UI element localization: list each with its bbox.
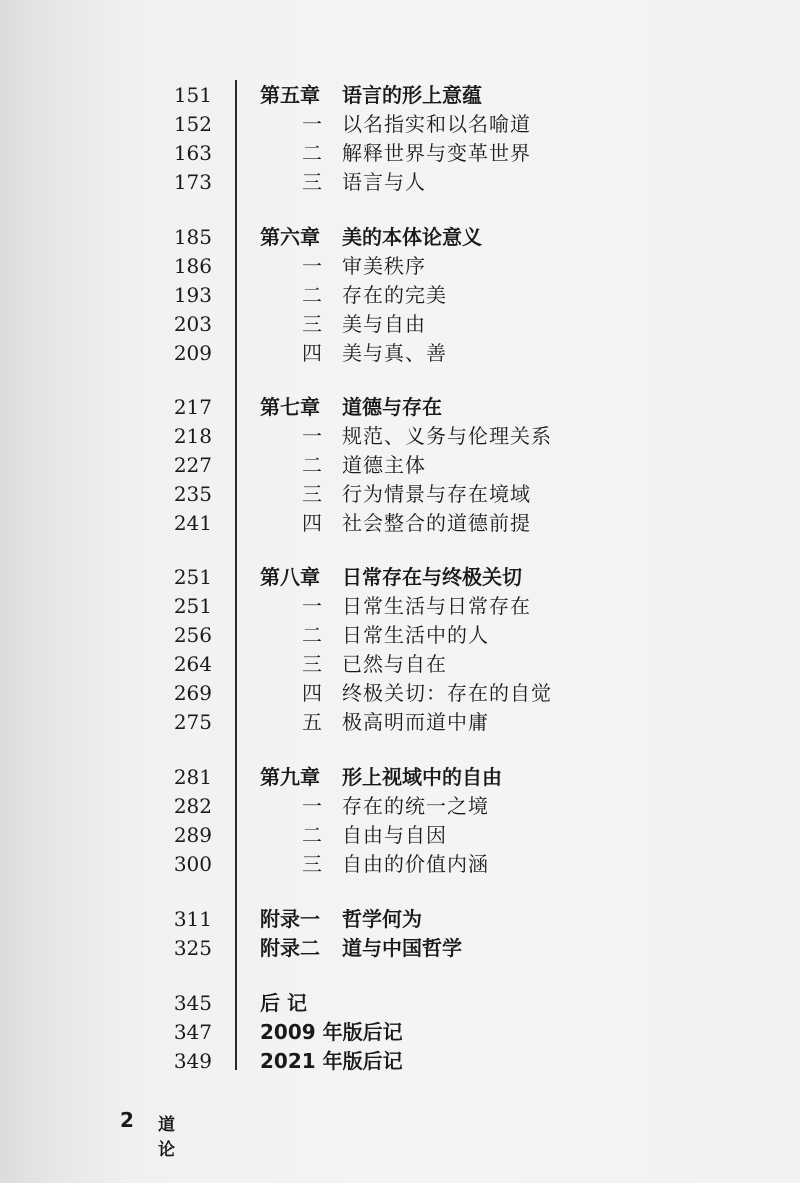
page-number: 256 <box>173 623 212 647</box>
section-index: 三 <box>302 652 322 676</box>
section-index: 三 <box>302 170 322 194</box>
page-number: 186 <box>173 254 212 278</box>
chapter-title: 形上视域中的自由 <box>342 765 502 789</box>
chapter-9-heading[interactable] <box>0 762 800 792</box>
section-row[interactable] <box>0 450 800 480</box>
page-number: 227 <box>173 453 212 477</box>
postscript-2009-heading[interactable] <box>0 1017 800 1047</box>
page-number: 203 <box>173 312 212 336</box>
chapter-label: 第五章 <box>260 83 320 107</box>
chapter-6-heading[interactable] <box>0 222 800 252</box>
section-row[interactable] <box>0 138 800 168</box>
page-number: 264 <box>173 652 212 676</box>
section-index: 四 <box>302 341 322 365</box>
section-row[interactable] <box>0 620 800 650</box>
page-number: 173 <box>173 170 212 194</box>
page-number: 217 <box>173 395 212 419</box>
chapter-title: 美的本体论意义 <box>342 225 482 249</box>
section-title: 终极关切：存在的自觉 <box>342 681 552 705</box>
section-title: 极高明而道中庸 <box>342 710 489 734</box>
section-row[interactable] <box>0 849 800 879</box>
section-index: 一 <box>302 112 322 136</box>
section-index: 一 <box>302 254 322 278</box>
page-number: 282 <box>173 794 212 818</box>
section-row[interactable] <box>0 649 800 679</box>
footer-book-title: 道论 <box>158 1115 175 1160</box>
page-number: 269 <box>173 681 212 705</box>
appendix-1-heading[interactable] <box>0 904 800 934</box>
section-row[interactable] <box>0 421 800 451</box>
page-number: 251 <box>173 594 212 618</box>
section-index: 一 <box>302 594 322 618</box>
page-number: 347 <box>173 1020 212 1044</box>
section-title: 日常生活与日常存在 <box>342 594 531 618</box>
page-number: 281 <box>173 765 212 789</box>
section-row[interactable] <box>0 251 800 281</box>
page-number: 185 <box>173 225 212 249</box>
section-row[interactable] <box>0 309 800 339</box>
section-row[interactable] <box>0 707 800 737</box>
section-index: 二 <box>302 141 322 165</box>
section-title: 存在的完美 <box>342 283 447 307</box>
page-number: 152 <box>173 112 212 136</box>
appendix-title: 道与中国哲学 <box>342 936 462 960</box>
chapter-label: 第七章 <box>260 395 320 419</box>
section-title: 自由的价值内涵 <box>342 852 489 876</box>
section-row[interactable] <box>0 820 800 850</box>
page-number: 289 <box>173 823 212 847</box>
chapter-label: 第八章 <box>260 565 320 589</box>
postscript-title: 后 记 <box>260 991 307 1015</box>
section-row[interactable] <box>0 678 800 708</box>
section-title: 解释世界与变革世界 <box>342 141 531 165</box>
page-number: 163 <box>173 141 212 165</box>
section-title: 美与自由 <box>342 312 426 336</box>
postscript-2021-title: 2021 年版后记 <box>260 1049 403 1073</box>
section-index: 四 <box>302 681 322 705</box>
postscript-2021-heading[interactable] <box>0 1046 800 1076</box>
section-title: 自由与自因 <box>342 823 447 847</box>
section-title: 已然与自在 <box>342 652 447 676</box>
page-number: 193 <box>173 283 212 307</box>
appendix-label: 附录二 <box>260 936 320 960</box>
section-index: 二 <box>302 283 322 307</box>
section-row[interactable] <box>0 591 800 621</box>
section-index: 三 <box>302 852 322 876</box>
page-number: 241 <box>173 511 212 535</box>
page-number: 251 <box>173 565 212 589</box>
section-title: 社会整合的道德前提 <box>342 511 531 535</box>
section-index: 二 <box>302 623 322 647</box>
page-number: 151 <box>173 83 212 107</box>
section-title: 美与真、善 <box>342 341 447 365</box>
page-number: 300 <box>173 852 212 876</box>
chapter-label: 第六章 <box>260 225 320 249</box>
page-number: 349 <box>173 1049 212 1073</box>
footer-page-number: 2 <box>120 1108 134 1132</box>
section-title: 日常生活中的人 <box>342 623 489 647</box>
section-title: 行为情景与存在境域 <box>342 482 531 506</box>
postscript-heading[interactable] <box>0 988 800 1018</box>
section-row[interactable] <box>0 109 800 139</box>
page-number: 325 <box>173 936 212 960</box>
page-number: 275 <box>173 710 212 734</box>
section-row[interactable] <box>0 338 800 368</box>
page-number: 345 <box>173 991 212 1015</box>
section-index: 三 <box>302 312 322 336</box>
section-title: 审美秩序 <box>342 254 426 278</box>
section-title: 存在的统一之境 <box>342 794 489 818</box>
chapter-title: 语言的形上意蕴 <box>342 83 482 107</box>
page-number: 311 <box>173 907 212 931</box>
appendix-title: 哲学何为 <box>342 907 422 931</box>
chapter-8-heading[interactable] <box>0 562 800 592</box>
chapter-title: 道德与存在 <box>342 395 442 419</box>
section-index: 二 <box>302 453 322 477</box>
appendix-2-heading[interactable] <box>0 933 800 963</box>
section-index: 五 <box>302 710 322 734</box>
section-title: 道德主体 <box>342 453 426 477</box>
section-row[interactable] <box>0 280 800 310</box>
page-number: 209 <box>173 341 212 365</box>
section-row[interactable] <box>0 167 800 197</box>
section-title: 语言与人 <box>342 170 426 194</box>
chapter-7-heading[interactable] <box>0 392 800 422</box>
chapter-5-heading[interactable] <box>0 80 800 110</box>
section-title: 以名指实和以名喻道 <box>342 112 531 136</box>
section-index: 三 <box>302 482 322 506</box>
appendix-label: 附录一 <box>260 907 320 931</box>
chapter-title: 日常存在与终极关切 <box>342 565 522 589</box>
section-row[interactable] <box>0 508 800 538</box>
page-number: 235 <box>173 482 212 506</box>
section-index: 二 <box>302 823 322 847</box>
section-index: 一 <box>302 424 322 448</box>
section-index: 四 <box>302 511 322 535</box>
postscript-2009-title: 2009 年版后记 <box>260 1020 403 1044</box>
section-index: 一 <box>302 794 322 818</box>
section-row[interactable] <box>0 791 800 821</box>
chapter-label: 第九章 <box>260 765 320 789</box>
section-title: 规范、义务与伦理关系 <box>342 424 552 448</box>
page-number: 218 <box>173 424 212 448</box>
section-row[interactable] <box>0 479 800 509</box>
